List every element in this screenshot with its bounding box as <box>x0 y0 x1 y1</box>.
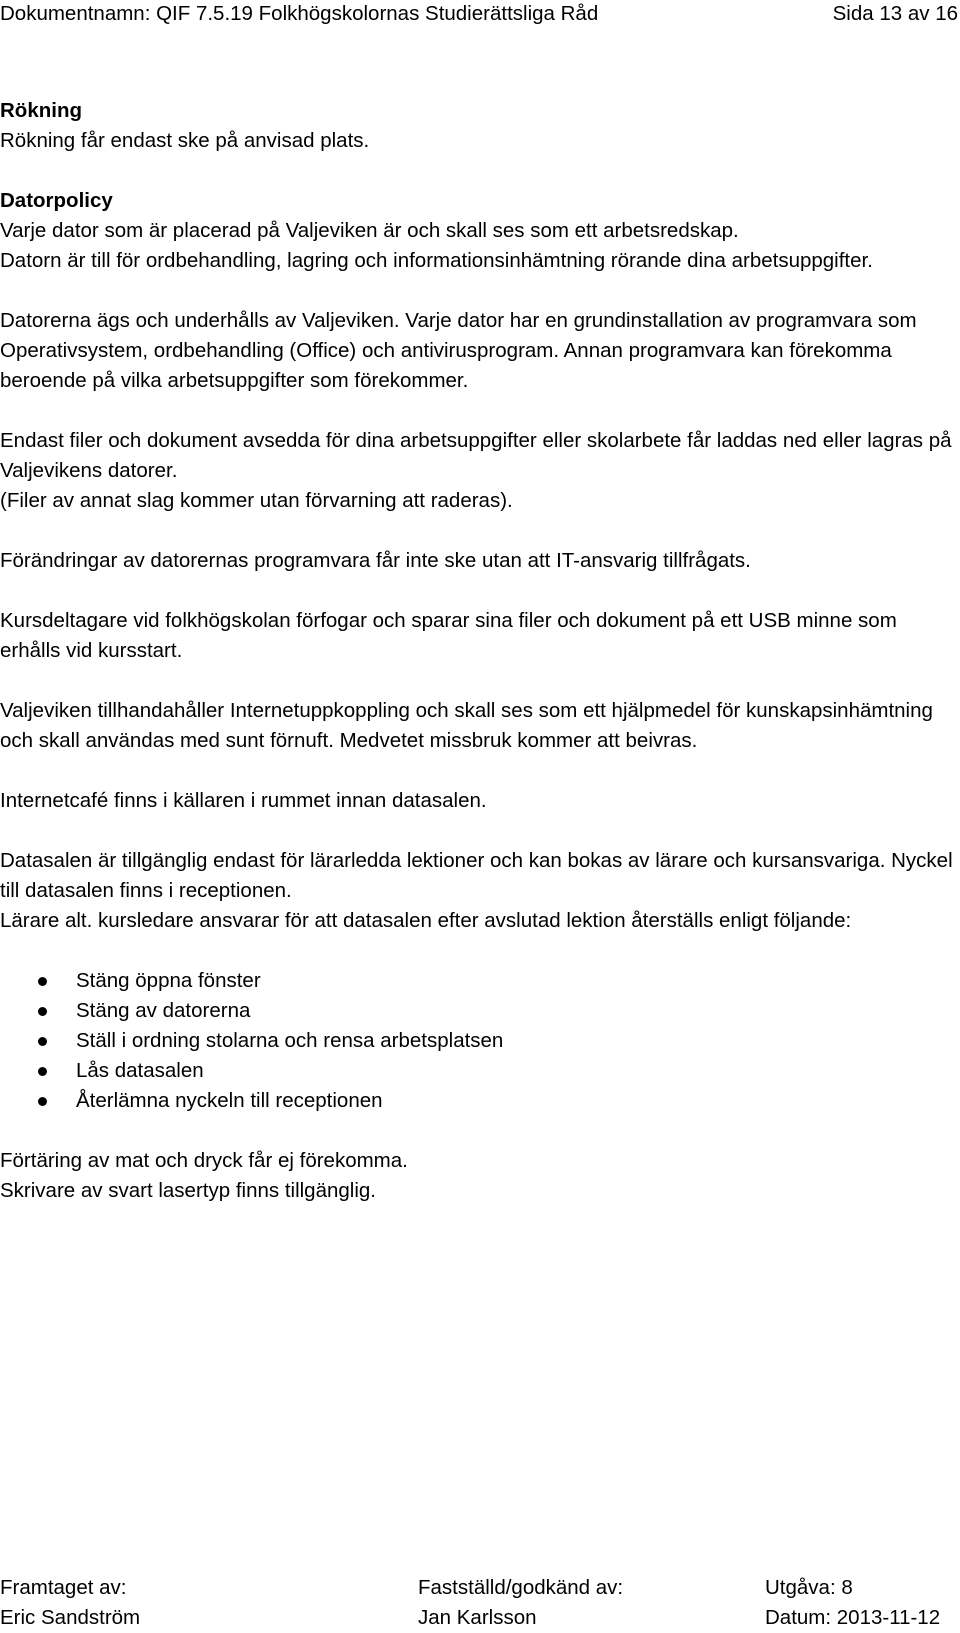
ownership-paragraph: Datorerna ägs och underhålls av Valjeviken. Varje dator har en grundinstallation av programvara som Operativsystem, ordbehandling (Office) och antivirusprogram. Annan programvara kan förekomma beroende på vilka arbetsuppgifter som förekommer. <box>0 309 917 392</box>
computer-lab-paragraph: Datasalen är tillgänglig endast för lärarledda lektioner och kan bokas av lärare och kursansvariga. Nyckel till datasalen finns i receptionen. <box>0 849 953 902</box>
edition: Utgåva: 8 <box>765 1576 853 1599</box>
software-changes-paragraph: Förändringar av datorernas programvara får inte ske utan att IT-ansvarig tillfrågats. <box>0 549 751 572</box>
usb-paragraph: Kursdeltagare vid folkhögskolan förfogar och sparar sina filer och dokument på ett USB minne som erhålls vid kursstart. <box>0 609 897 662</box>
page-number: Sida 13 av 16 <box>832 2 958 25</box>
spacer <box>0 1116 958 1146</box>
prepared-label: Framtaget av: <box>0 1576 127 1599</box>
spacer <box>0 516 958 546</box>
internet-cafe-paragraph: Internetcafé finns i källaren i rummet innan datasalen. <box>0 789 487 812</box>
computer-policy-line-2: Datorn är till för ordbehandling, lagring och informationsinhämtning rörande dina arbetsuppgifter. <box>0 249 873 272</box>
approved-label: Fastställd/godkänd av: <box>418 1576 624 1599</box>
smoking-heading: Rökning <box>0 99 82 122</box>
list-item: Lås datasalen <box>0 1056 958 1086</box>
document-name: Dokumentnamn: QIF 7.5.19 Folkhögskolornas Studierättsliga Råd <box>0 2 599 25</box>
computer-policy-line-1: Varje dator som är placerad på Valjeviken är och skall ses som ett arbetsredskap. <box>0 219 739 242</box>
bullet-icon <box>38 977 47 986</box>
spacer <box>0 756 958 786</box>
footer-approved <box>418 1573 623 1633</box>
list-item: Ställ i ordning stolarna och rensa arbetsplatsen <box>0 1026 958 1056</box>
internet-paragraph: Valjeviken tillhandahåller Internetuppkoppling och skall ses som ett hjälpmedel för kunskapsinhämtning och skall användas med sunt förnuft. Medvetet missbruk kommer att beivras. <box>0 699 933 752</box>
smoking-text: Rökning får endast ske på anvisad plats. <box>0 129 370 152</box>
bullet-icon <box>38 1067 47 1076</box>
footer-edition <box>765 1573 940 1633</box>
bullet-icon <box>38 1037 47 1046</box>
date: Datum: 2013-11-12 <box>765 1606 941 1629</box>
spacer <box>0 276 958 306</box>
closing-checklist <box>0 966 958 1116</box>
page-header <box>0 0 958 29</box>
spacer <box>0 666 958 696</box>
files-deletion-note: (Filer av annat slag kommer utan förvarning att raderas). <box>0 489 513 512</box>
list-item: Stäng öppna fönster <box>0 966 958 996</box>
food-drink-paragraph: Förtäring av mat och dryck får ej förekomma. <box>0 1149 408 1172</box>
approved-by: Jan Karlsson <box>418 1606 537 1629</box>
spacer <box>0 816 958 846</box>
footer-prepared <box>0 1573 140 1633</box>
computer-lab-responsibility: Lärare alt. kursledare ansvarar för att datasalen efter avslutad lektion återställs enligt följande: <box>0 909 852 932</box>
printer-paragraph: Skrivare av svart lasertyp finns tillgänglig. <box>0 1179 376 1202</box>
list-item: Återlämna nyckeln till receptionen <box>0 1086 958 1116</box>
page-footer <box>0 1573 958 1633</box>
prepared-by: Eric Sandström <box>0 1606 141 1629</box>
document-body <box>0 96 958 1206</box>
spacer <box>0 156 958 186</box>
bullet-icon <box>38 1097 47 1106</box>
spacer <box>0 576 958 606</box>
list-item: Stäng av datorerna <box>0 996 958 1026</box>
files-paragraph: Endast filer och dokument avsedda för dina arbetsuppgifter eller skolarbete får laddas ned eller lagras på Valjevikens datorer. <box>0 429 952 482</box>
computer-policy-heading: Datorpolicy <box>0 189 113 212</box>
spacer <box>0 936 958 966</box>
bullet-icon <box>38 1007 47 1016</box>
spacer <box>0 396 958 426</box>
